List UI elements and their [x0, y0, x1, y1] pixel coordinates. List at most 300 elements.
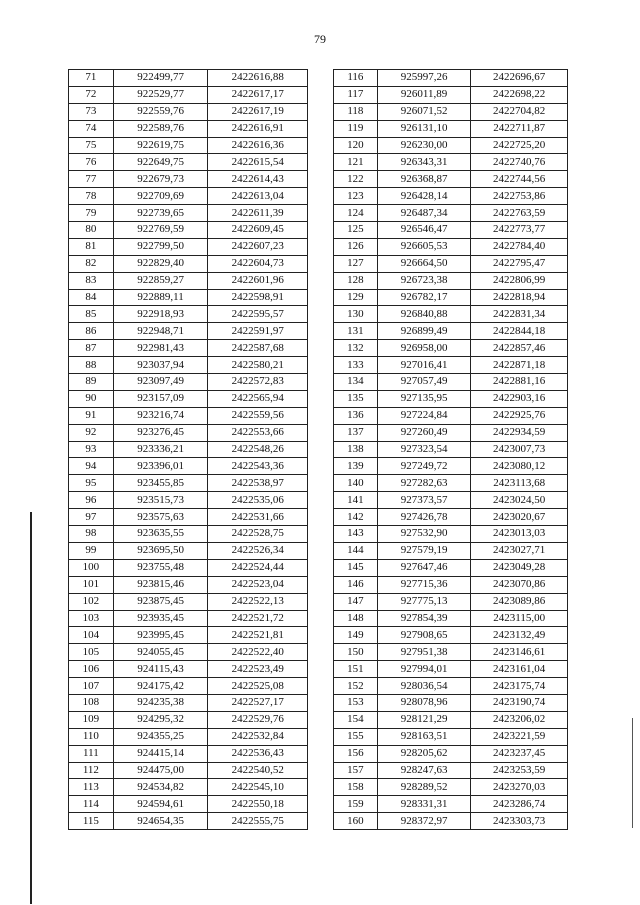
y-coordinate: 2423070,86 [471, 576, 568, 593]
point-number: 86 [69, 323, 114, 340]
point-number: 92 [69, 424, 114, 441]
y-coordinate: 2422617,17 [208, 86, 308, 103]
point-number: 129 [334, 289, 378, 306]
table-row [334, 593, 568, 610]
table-row [69, 796, 308, 813]
table-row [69, 458, 308, 475]
point-number: 143 [334, 526, 378, 543]
y-coordinate: 2423024,50 [471, 492, 568, 509]
point-number: 153 [334, 694, 378, 711]
x-coordinate: 927775,13 [377, 593, 471, 610]
table-row [334, 728, 568, 745]
x-coordinate: 923635,55 [113, 526, 208, 543]
x-coordinate: 923037,94 [113, 357, 208, 374]
y-coordinate: 2422831,34 [471, 306, 568, 323]
y-coordinate: 2422881,16 [471, 374, 568, 391]
table-row [69, 70, 308, 87]
point-number: 144 [334, 542, 378, 559]
x-coordinate: 926723,38 [377, 272, 471, 289]
table-row [69, 492, 308, 509]
scan-edge-mark-right [632, 718, 633, 828]
table-row [69, 475, 308, 492]
x-coordinate: 923157,09 [113, 390, 208, 407]
y-coordinate: 2423049,28 [471, 559, 568, 576]
table-row [69, 340, 308, 357]
y-coordinate: 2422535,06 [208, 492, 308, 509]
table-row [334, 542, 568, 559]
y-coordinate: 2422613,04 [208, 188, 308, 205]
point-number: 138 [334, 441, 378, 458]
table-row [69, 678, 308, 695]
y-coordinate: 2422818,94 [471, 289, 568, 306]
y-coordinate: 2423206,02 [471, 711, 568, 728]
y-coordinate: 2422545,10 [208, 779, 308, 796]
x-coordinate: 922981,43 [113, 340, 208, 357]
x-coordinate: 927532,90 [377, 526, 471, 543]
y-coordinate: 2422871,18 [471, 357, 568, 374]
x-coordinate: 926071,52 [377, 103, 471, 120]
coordinates-table-right [333, 69, 568, 830]
y-coordinate: 2422529,76 [208, 711, 308, 728]
x-coordinate: 924055,45 [113, 644, 208, 661]
x-coordinate: 922799,50 [113, 238, 208, 255]
x-coordinate: 923875,45 [113, 593, 208, 610]
table-row [334, 120, 568, 137]
point-number: 160 [334, 813, 378, 830]
y-coordinate: 2422604,73 [208, 255, 308, 272]
table-row [334, 627, 568, 644]
y-coordinate: 2422527,17 [208, 694, 308, 711]
point-number: 134 [334, 374, 378, 391]
table-row [334, 70, 568, 87]
x-coordinate: 925997,26 [377, 70, 471, 87]
y-coordinate: 2422528,75 [208, 526, 308, 543]
point-number: 152 [334, 678, 378, 695]
table-row [334, 340, 568, 357]
point-number: 87 [69, 340, 114, 357]
point-number: 130 [334, 306, 378, 323]
point-number: 151 [334, 661, 378, 678]
table-row [69, 171, 308, 188]
y-coordinate: 2422616,91 [208, 120, 308, 137]
x-coordinate: 924115,43 [113, 661, 208, 678]
x-coordinate: 924355,25 [113, 728, 208, 745]
y-coordinate: 2422548,26 [208, 441, 308, 458]
point-number: 136 [334, 407, 378, 424]
y-coordinate: 2422615,54 [208, 154, 308, 171]
x-coordinate: 924415,14 [113, 745, 208, 762]
point-number: 89 [69, 374, 114, 391]
y-coordinate: 2422565,94 [208, 390, 308, 407]
x-coordinate: 922499,77 [113, 70, 208, 87]
x-coordinate: 926899,49 [377, 323, 471, 340]
table-row [69, 593, 308, 610]
x-coordinate: 928331,31 [377, 796, 471, 813]
x-coordinate: 923336,21 [113, 441, 208, 458]
point-number: 133 [334, 357, 378, 374]
point-number: 154 [334, 711, 378, 728]
x-coordinate: 927994,01 [377, 661, 471, 678]
point-number: 104 [69, 627, 114, 644]
table-row [334, 762, 568, 779]
table-row [334, 374, 568, 391]
y-coordinate: 2422696,67 [471, 70, 568, 87]
y-coordinate: 2423221,59 [471, 728, 568, 745]
y-coordinate: 2422521,81 [208, 627, 308, 644]
x-coordinate: 926840,88 [377, 306, 471, 323]
x-coordinate: 922739,65 [113, 205, 208, 222]
x-coordinate: 928372,97 [377, 813, 471, 830]
y-coordinate: 2422616,88 [208, 70, 308, 87]
point-number: 126 [334, 238, 378, 255]
x-coordinate: 924594,61 [113, 796, 208, 813]
table-row [334, 238, 568, 255]
table-row [69, 694, 308, 711]
y-coordinate: 2422844,18 [471, 323, 568, 340]
y-coordinate: 2423270,03 [471, 779, 568, 796]
table-row [69, 424, 308, 441]
y-coordinate: 2422555,75 [208, 813, 308, 830]
table-row [69, 154, 308, 171]
y-coordinate: 2422559,56 [208, 407, 308, 424]
x-coordinate: 923695,50 [113, 542, 208, 559]
x-coordinate: 926664,50 [377, 255, 471, 272]
x-coordinate: 922829,40 [113, 255, 208, 272]
point-number: 112 [69, 762, 114, 779]
point-number: 116 [334, 70, 378, 87]
table-row [334, 137, 568, 154]
point-number: 111 [69, 745, 114, 762]
y-coordinate: 2423013,03 [471, 526, 568, 543]
point-number: 71 [69, 70, 114, 87]
page-number: 79 [314, 32, 326, 46]
y-coordinate: 2422526,34 [208, 542, 308, 559]
table-row [334, 103, 568, 120]
point-number: 88 [69, 357, 114, 374]
table-row [334, 289, 568, 306]
y-coordinate: 2422525,08 [208, 678, 308, 695]
x-coordinate: 924235,38 [113, 694, 208, 711]
x-coordinate: 926368,87 [377, 171, 471, 188]
x-coordinate: 922859,27 [113, 272, 208, 289]
point-number: 84 [69, 289, 114, 306]
table-row [69, 745, 308, 762]
y-coordinate: 2423175,74 [471, 678, 568, 695]
coordinates-table-left [68, 69, 308, 830]
table-row [69, 644, 308, 661]
point-number: 120 [334, 137, 378, 154]
y-coordinate: 2422753,86 [471, 188, 568, 205]
y-coordinate: 2422857,46 [471, 340, 568, 357]
y-coordinate: 2422903,16 [471, 390, 568, 407]
table-row [69, 323, 308, 340]
x-coordinate: 927249,72 [377, 458, 471, 475]
point-number: 101 [69, 576, 114, 593]
table-row [334, 222, 568, 239]
y-coordinate: 2422572,83 [208, 374, 308, 391]
point-number: 75 [69, 137, 114, 154]
y-coordinate: 2422611,39 [208, 205, 308, 222]
x-coordinate: 928205,62 [377, 745, 471, 762]
point-number: 124 [334, 205, 378, 222]
point-number: 81 [69, 238, 114, 255]
x-coordinate: 924475,00 [113, 762, 208, 779]
table-row [69, 542, 308, 559]
y-coordinate: 2422521,72 [208, 610, 308, 627]
table-row [69, 711, 308, 728]
table-row [334, 796, 568, 813]
table-row [334, 475, 568, 492]
y-coordinate: 2423303,73 [471, 813, 568, 830]
point-number: 119 [334, 120, 378, 137]
x-coordinate: 923216,74 [113, 407, 208, 424]
x-coordinate: 922649,75 [113, 154, 208, 171]
y-coordinate: 2422704,82 [471, 103, 568, 120]
y-coordinate: 2422711,87 [471, 120, 568, 137]
y-coordinate: 2423146,61 [471, 644, 568, 661]
table-row [69, 559, 308, 576]
table-row [334, 272, 568, 289]
point-number: 145 [334, 559, 378, 576]
x-coordinate: 928036,54 [377, 678, 471, 695]
x-coordinate: 927057,49 [377, 374, 471, 391]
point-number: 114 [69, 796, 114, 813]
x-coordinate: 924534,82 [113, 779, 208, 796]
y-coordinate: 2422550,18 [208, 796, 308, 813]
table-row [69, 407, 308, 424]
point-number: 72 [69, 86, 114, 103]
x-coordinate: 927373,57 [377, 492, 471, 509]
y-coordinate: 2422795,47 [471, 255, 568, 272]
y-coordinate: 2423253,59 [471, 762, 568, 779]
point-number: 95 [69, 475, 114, 492]
x-coordinate: 926011,89 [377, 86, 471, 103]
table-row [334, 86, 568, 103]
y-coordinate: 2422614,43 [208, 171, 308, 188]
x-coordinate: 926958,00 [377, 340, 471, 357]
y-coordinate: 2423132,49 [471, 627, 568, 644]
table-row [334, 407, 568, 424]
point-number: 91 [69, 407, 114, 424]
table-row [334, 492, 568, 509]
point-number: 115 [69, 813, 114, 830]
point-number: 100 [69, 559, 114, 576]
point-number: 159 [334, 796, 378, 813]
y-coordinate: 2422925,76 [471, 407, 568, 424]
x-coordinate: 926131,10 [377, 120, 471, 137]
x-coordinate: 922679,73 [113, 171, 208, 188]
point-number: 108 [69, 694, 114, 711]
table-row [334, 711, 568, 728]
y-coordinate: 2422616,36 [208, 137, 308, 154]
table-row [69, 222, 308, 239]
x-coordinate: 924175,42 [113, 678, 208, 695]
table-row [69, 357, 308, 374]
x-coordinate: 926487,34 [377, 205, 471, 222]
x-coordinate: 922589,76 [113, 120, 208, 137]
x-coordinate: 922948,71 [113, 323, 208, 340]
y-coordinate: 2422617,19 [208, 103, 308, 120]
y-coordinate: 2423089,86 [471, 593, 568, 610]
table-row [334, 678, 568, 695]
point-number: 141 [334, 492, 378, 509]
y-coordinate: 2422532,84 [208, 728, 308, 745]
point-number: 155 [334, 728, 378, 745]
table-row [334, 205, 568, 222]
table-row [334, 441, 568, 458]
point-number: 110 [69, 728, 114, 745]
y-coordinate: 2422744,56 [471, 171, 568, 188]
point-number: 113 [69, 779, 114, 796]
y-coordinate: 2422587,68 [208, 340, 308, 357]
point-number: 150 [334, 644, 378, 661]
y-coordinate: 2422725,20 [471, 137, 568, 154]
point-number: 135 [334, 390, 378, 407]
point-number: 82 [69, 255, 114, 272]
table-row [69, 813, 308, 830]
x-coordinate: 924295,32 [113, 711, 208, 728]
point-number: 103 [69, 610, 114, 627]
table-row [69, 390, 308, 407]
table-row [334, 610, 568, 627]
x-coordinate: 923097,49 [113, 374, 208, 391]
y-coordinate: 2422591,97 [208, 323, 308, 340]
x-coordinate: 926428,14 [377, 188, 471, 205]
y-coordinate: 2422543,36 [208, 458, 308, 475]
table-row [69, 137, 308, 154]
table-row [69, 509, 308, 526]
x-coordinate: 923455,85 [113, 475, 208, 492]
y-coordinate: 2422553,66 [208, 424, 308, 441]
point-number: 149 [334, 627, 378, 644]
table-row [69, 86, 308, 103]
point-number: 107 [69, 678, 114, 695]
point-number: 156 [334, 745, 378, 762]
point-number: 122 [334, 171, 378, 188]
y-coordinate: 2422536,43 [208, 745, 308, 762]
x-coordinate: 922709,69 [113, 188, 208, 205]
table-row [69, 103, 308, 120]
table-row [334, 576, 568, 593]
point-number: 117 [334, 86, 378, 103]
table-row [334, 526, 568, 543]
table-row [334, 390, 568, 407]
y-coordinate: 2422538,97 [208, 475, 308, 492]
y-coordinate: 2423020,67 [471, 509, 568, 526]
y-coordinate: 2423237,45 [471, 745, 568, 762]
x-coordinate: 928078,96 [377, 694, 471, 711]
x-coordinate: 923755,48 [113, 559, 208, 576]
point-number: 158 [334, 779, 378, 796]
point-number: 98 [69, 526, 114, 543]
point-number: 109 [69, 711, 114, 728]
x-coordinate: 928247,63 [377, 762, 471, 779]
x-coordinate: 927224,84 [377, 407, 471, 424]
table-row [334, 694, 568, 711]
x-coordinate: 922619,75 [113, 137, 208, 154]
table-row [334, 661, 568, 678]
point-number: 148 [334, 610, 378, 627]
y-coordinate: 2423115,00 [471, 610, 568, 627]
table-row [334, 779, 568, 796]
table-row [334, 323, 568, 340]
point-number: 83 [69, 272, 114, 289]
point-number: 97 [69, 509, 114, 526]
table-row [334, 188, 568, 205]
point-number: 73 [69, 103, 114, 120]
table-row [334, 559, 568, 576]
y-coordinate: 2422595,57 [208, 306, 308, 323]
point-number: 106 [69, 661, 114, 678]
table-row [334, 171, 568, 188]
x-coordinate: 927908,65 [377, 627, 471, 644]
x-coordinate: 922559,76 [113, 103, 208, 120]
table-row [334, 357, 568, 374]
x-coordinate: 922529,77 [113, 86, 208, 103]
table-row [69, 779, 308, 796]
x-coordinate: 927951,38 [377, 644, 471, 661]
x-coordinate: 927579,19 [377, 542, 471, 559]
x-coordinate: 926230,00 [377, 137, 471, 154]
table-row [334, 813, 568, 830]
y-coordinate: 2423161,04 [471, 661, 568, 678]
y-coordinate: 2422522,40 [208, 644, 308, 661]
y-coordinate: 2422580,21 [208, 357, 308, 374]
point-number: 128 [334, 272, 378, 289]
y-coordinate: 2423080,12 [471, 458, 568, 475]
table-row [69, 205, 308, 222]
point-number: 99 [69, 542, 114, 559]
y-coordinate: 2422609,45 [208, 222, 308, 239]
point-number: 74 [69, 120, 114, 137]
point-number: 79 [69, 205, 114, 222]
y-coordinate: 2423113,68 [471, 475, 568, 492]
x-coordinate: 927016,41 [377, 357, 471, 374]
table-row [69, 627, 308, 644]
table-row [334, 644, 568, 661]
table-row [69, 120, 308, 137]
table-row [69, 374, 308, 391]
point-number: 157 [334, 762, 378, 779]
y-coordinate: 2422773,77 [471, 222, 568, 239]
y-coordinate: 2422607,23 [208, 238, 308, 255]
x-coordinate: 923995,45 [113, 627, 208, 644]
table-row [334, 745, 568, 762]
point-number: 123 [334, 188, 378, 205]
x-coordinate: 922769,59 [113, 222, 208, 239]
table-row [69, 188, 308, 205]
x-coordinate: 924654,35 [113, 813, 208, 830]
point-number: 137 [334, 424, 378, 441]
point-number: 142 [334, 509, 378, 526]
y-coordinate: 2422763,59 [471, 205, 568, 222]
table-row [334, 306, 568, 323]
table-row [334, 458, 568, 475]
x-coordinate: 922889,11 [113, 289, 208, 306]
y-coordinate: 2422523,04 [208, 576, 308, 593]
x-coordinate: 923935,45 [113, 610, 208, 627]
scan-edge-mark-left [30, 512, 32, 904]
y-coordinate: 2423027,71 [471, 542, 568, 559]
table-row [69, 576, 308, 593]
x-coordinate: 923396,01 [113, 458, 208, 475]
y-coordinate: 2422522,13 [208, 593, 308, 610]
x-coordinate: 926546,47 [377, 222, 471, 239]
y-coordinate: 2422784,40 [471, 238, 568, 255]
x-coordinate: 928121,29 [377, 711, 471, 728]
point-number: 118 [334, 103, 378, 120]
point-number: 77 [69, 171, 114, 188]
